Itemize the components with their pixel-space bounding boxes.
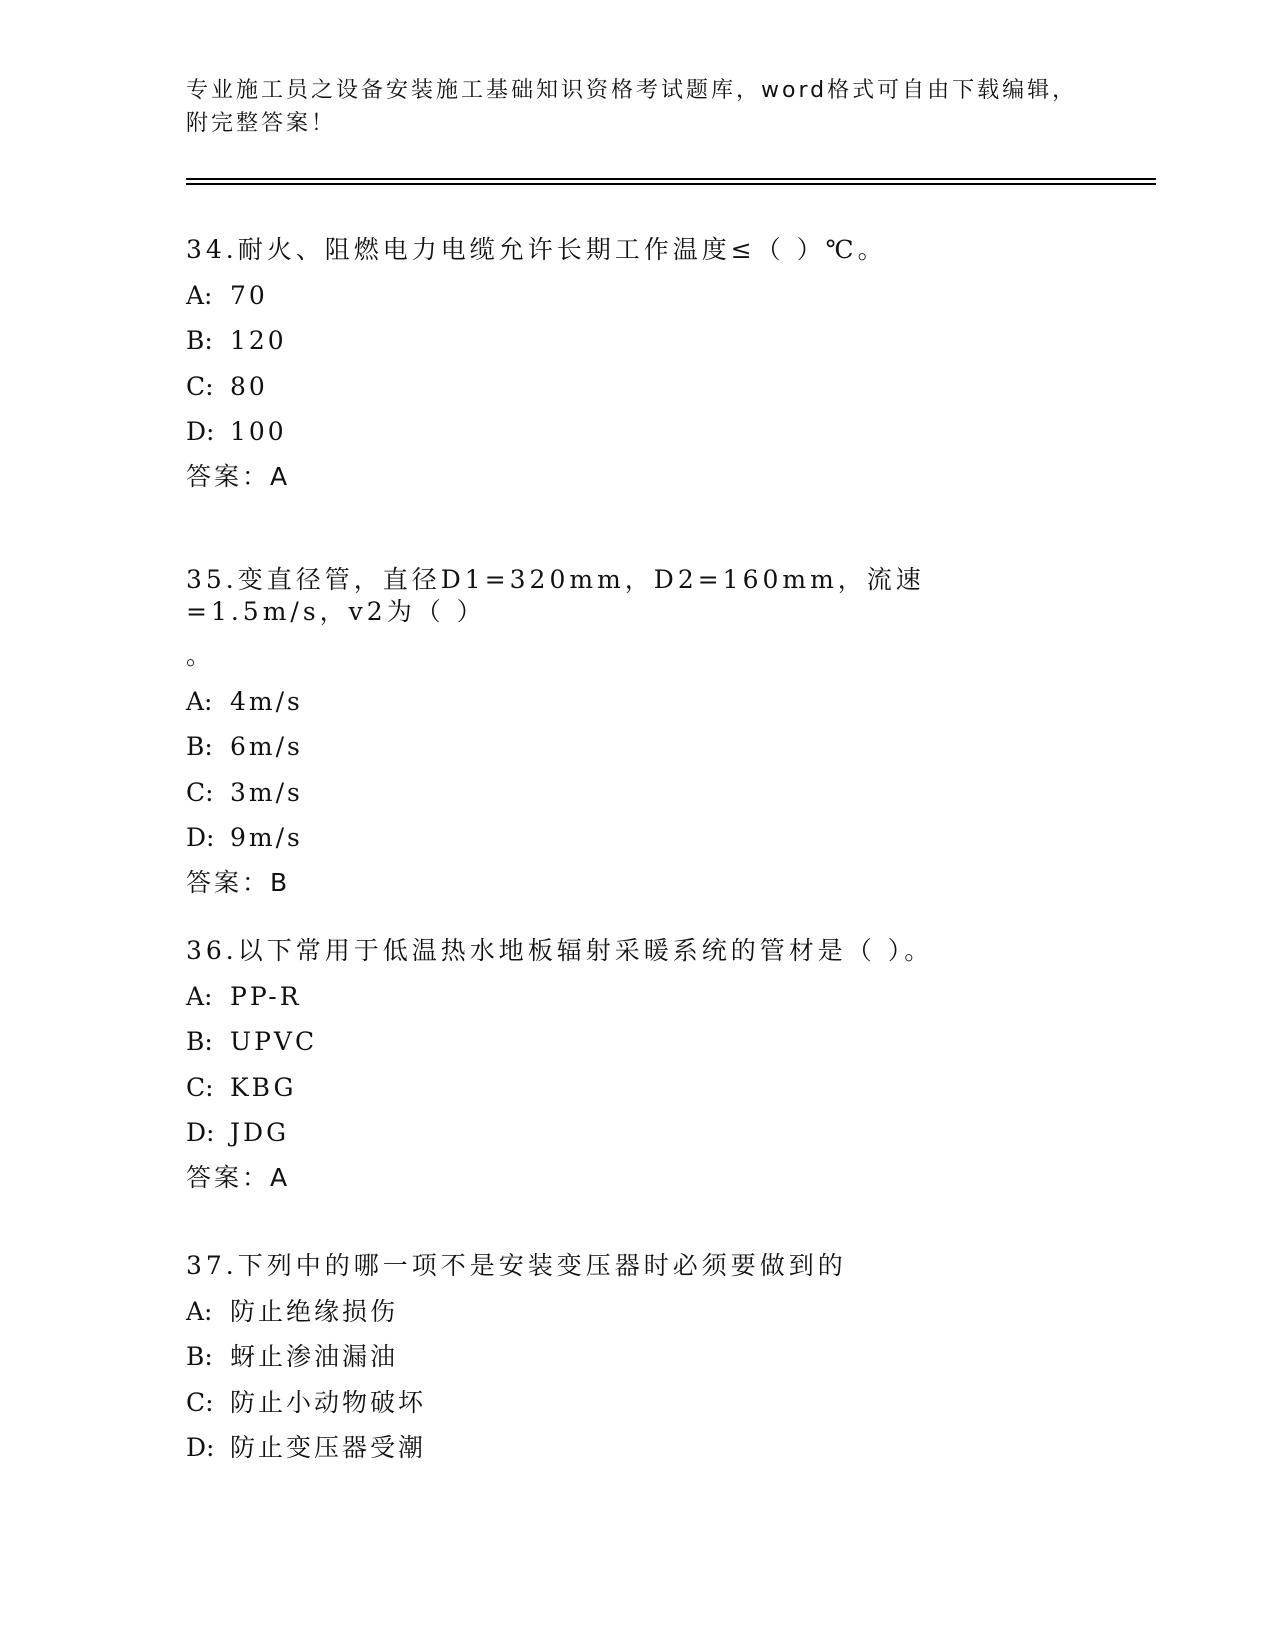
option-label: B: <box>186 1342 213 1371</box>
option-b <box>186 1026 1086 1058</box>
option-text: 80 <box>230 371 268 401</box>
option-text: JDG <box>230 1118 290 1147</box>
option-c <box>186 1387 1086 1419</box>
option-label: D: <box>186 417 215 446</box>
document-header <box>186 74 1086 140</box>
option-a <box>186 686 1086 718</box>
option-label: B: <box>186 732 213 761</box>
header-line-1: 专业施工员之设备安装施工基础知识资格考试题库，word格式可自由下载编辑， <box>186 78 1078 103</box>
option-label: B: <box>186 326 213 355</box>
question-stem-continuation: 。 <box>186 641 212 670</box>
option-d <box>186 416 1086 448</box>
option-text: 蚜止渗油漏油 <box>230 1342 399 1371</box>
header-divider-top <box>186 178 1156 180</box>
option-text: UPVC <box>230 1027 318 1056</box>
option-label: D: <box>186 823 215 852</box>
option-label: A: <box>186 1296 213 1326</box>
option-label: C: <box>186 371 214 401</box>
question-37 <box>186 1250 1086 1464</box>
option-text: 4m/s <box>230 686 303 716</box>
question-stem: 35.变直径管，直径D1=320mm，D2=160mm，流速=1.5m/s，v2为（ ） <box>186 565 925 626</box>
option-label: C: <box>186 1387 214 1417</box>
option-c <box>186 1072 1086 1104</box>
option-label: D: <box>186 1118 215 1147</box>
question-35 <box>186 564 1086 899</box>
option-text: PP-R <box>230 981 302 1011</box>
option-d <box>186 1117 1086 1149</box>
option-text: 100 <box>230 417 287 446</box>
option-a <box>186 280 1086 312</box>
option-text: 9m/s <box>230 823 303 852</box>
option-text: 120 <box>230 326 287 355</box>
option-label: D: <box>186 1433 215 1462</box>
option-d <box>186 822 1086 854</box>
option-b <box>186 325 1086 357</box>
question-stem: 37.下列中的哪一项不是安装变压器时必须要做到的 <box>186 1251 847 1280</box>
option-text: 3m/s <box>230 777 303 807</box>
option-label: C: <box>186 777 214 807</box>
option-b <box>186 731 1086 763</box>
option-text: 防止绝缘损伤 <box>230 1296 399 1326</box>
question-stem: 34.耐火、阻燃电力电缆允许长期工作温度≤（ ）℃。 <box>186 235 887 264</box>
question-36 <box>186 935 1086 1194</box>
question-34 <box>186 234 1086 493</box>
option-text: 防止小动物破坏 <box>230 1387 427 1417</box>
option-label: C: <box>186 1072 214 1102</box>
option-label: A: <box>186 280 213 310</box>
option-label: B: <box>186 1027 213 1056</box>
option-c <box>186 777 1086 809</box>
question-stem: 36.以下常用于低温热水地板辐射采暖系统的管材是（ ）。 <box>186 936 934 965</box>
answer-line: 答案：B <box>186 868 291 897</box>
header-line-2: 附完整答案！ <box>186 111 337 136</box>
option-b <box>186 1341 1086 1373</box>
answer-line: 答案：A <box>186 1163 291 1192</box>
option-c <box>186 371 1086 403</box>
option-label: A: <box>186 686 213 716</box>
header-divider-bottom <box>186 183 1156 185</box>
option-text: KBG <box>230 1072 297 1102</box>
option-d <box>186 1432 1086 1464</box>
option-text: 6m/s <box>230 732 303 761</box>
option-label: A: <box>186 981 213 1011</box>
option-a <box>186 1296 1086 1328</box>
option-text: 防止变压器受潮 <box>230 1433 427 1462</box>
option-text: 70 <box>230 280 268 310</box>
option-a <box>186 981 1086 1013</box>
answer-line: 答案：A <box>186 462 291 491</box>
